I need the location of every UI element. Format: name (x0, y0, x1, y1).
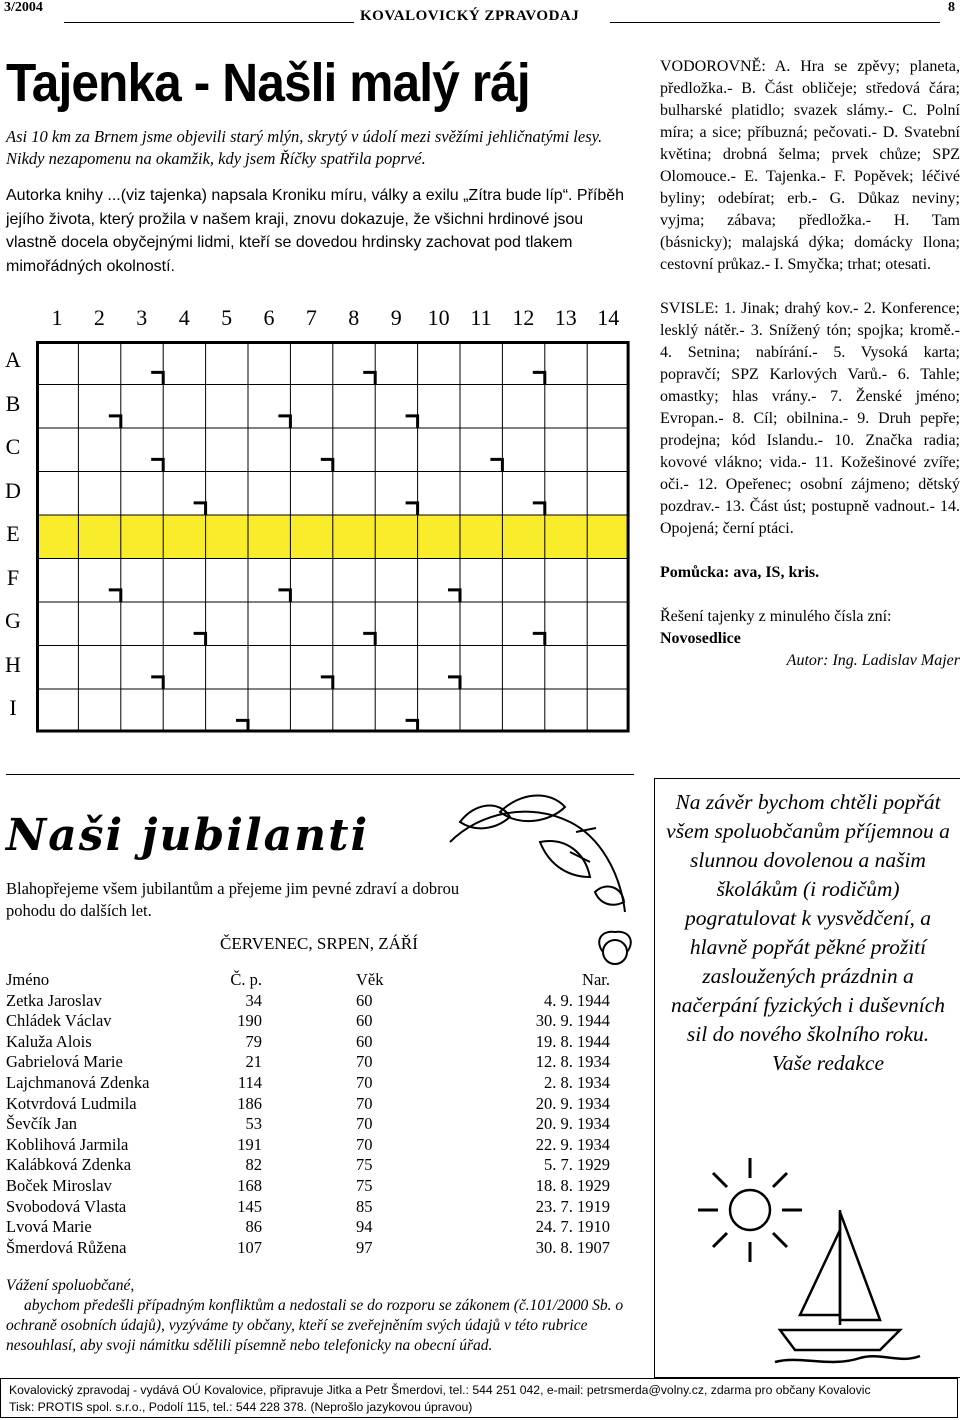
column-number: 13 (554, 305, 577, 330)
previous-solution-value: Novosedlice (660, 630, 741, 647)
word-separator (406, 416, 418, 428)
jubilant-name: Ševčík Jan (6, 1114, 78, 1134)
table-row (6, 1073, 610, 1094)
table-row (6, 1197, 610, 1218)
jubilant-name: Kotvrdová Ludmila (6, 1093, 137, 1113)
column-number: 14 (597, 305, 620, 330)
table-row (6, 1176, 610, 1197)
jubilant-house-number: 79 (245, 1031, 262, 1051)
jubilant-name: Boček Miroslav (6, 1175, 112, 1195)
issue-number: 3/2004 (4, 0, 43, 15)
jubilant-born: 20. 9. 1934 (535, 1114, 610, 1134)
table-row (6, 1011, 610, 1032)
word-separator (109, 590, 121, 602)
column-number: 8 (348, 305, 360, 330)
table-row (6, 1238, 610, 1259)
crossword-hint: Pomůcka: ava, IS, kris. (660, 564, 820, 581)
header-rule-right (610, 22, 940, 23)
row-label: I (9, 695, 17, 720)
flower-illustration (390, 782, 640, 972)
previous-solution-label: Řešení tajenky z minulého čísla zní: (660, 608, 892, 625)
jubilant-age: 75 (356, 1155, 373, 1175)
jubilant-age: 70 (356, 1052, 373, 1072)
header-house-number: Č. p. (230, 970, 262, 989)
header-born: Nar. (582, 970, 610, 989)
jubilant-name: Zetka Jaroslav (6, 990, 102, 1010)
table-row (6, 991, 610, 1012)
jubilant-house-number: 82 (245, 1155, 262, 1175)
word-separator (321, 459, 333, 471)
word-separator (194, 633, 206, 645)
jubilant-age: 70 (356, 1093, 373, 1113)
jubilanti-title: Naši jubilanti (6, 810, 370, 861)
column-number: 4 (178, 305, 190, 330)
crossword-grid (36, 341, 636, 733)
column-number: 11 (470, 305, 492, 330)
row-label: F (6, 564, 20, 590)
table-header-row (6, 970, 610, 991)
jubilant-age: 60 (356, 1031, 373, 1051)
jubilant-name: Lvová Marie (6, 1217, 92, 1237)
table-row (6, 1114, 610, 1135)
jubilant-name: Svobodová Vlasta (6, 1196, 127, 1216)
jubilant-age: 60 (356, 990, 373, 1010)
word-separator (278, 590, 290, 602)
jubilant-born: 18. 8. 1929 (535, 1175, 610, 1195)
column-number: 5 (221, 305, 233, 330)
word-separator (363, 633, 375, 645)
sun-and-sailboat-illustration (690, 1150, 940, 1370)
jubilant-age: 97 (356, 1237, 373, 1257)
newspaper-title: KOVALOVICKÝ ZPRAVODAJ (360, 8, 580, 24)
jubilant-house-number: 145 (237, 1196, 262, 1216)
jubilant-born: 20. 9. 1934 (535, 1093, 610, 1113)
word-separator (278, 416, 290, 428)
crossword-clues (660, 56, 960, 672)
column-number: 6 (263, 305, 275, 330)
word-separator (533, 503, 545, 515)
closing-message (664, 788, 952, 1078)
jubilant-name: Kaluža Alois (6, 1031, 92, 1051)
jubilanti-table (6, 970, 610, 1258)
jubilant-born: 30. 9. 1944 (535, 1011, 610, 1031)
word-separator (406, 503, 418, 515)
table-row (6, 1155, 610, 1176)
column-number: 1 (51, 305, 63, 330)
jubilant-name: Lajchmanová Zdenka (6, 1072, 150, 1092)
jubilant-age: 60 (356, 1011, 373, 1031)
word-separator (533, 633, 545, 645)
jubilant-born: 22. 9. 1934 (535, 1134, 610, 1154)
column-number: 3 (136, 305, 148, 330)
jubilant-name: Šmerdová Růžena (6, 1237, 127, 1257)
table-row (6, 1217, 610, 1238)
privacy-notice (6, 1276, 636, 1356)
jubilant-house-number: 86 (245, 1217, 262, 1237)
word-separator (194, 503, 206, 515)
table-row (6, 1094, 610, 1115)
jubilant-house-number: 53 (245, 1114, 262, 1134)
clues-horizontal: VODOROVNĚ: A. Hra se zpěvy; planeta, předložka.- B. Část obličeje; středová čára; bulharské platidlo; svazek slámy.- C. Polní míra; a sice; příbuzná; pečovati.- D. Svatební květina; drobná šelma; prvek chůze; SPZ Olomouce.- E. Tajenka.- F. Popěvek; léčivé byliny; odebírat; erb.- G. Důkaz neviny; vyjma; zábava; předložka.- H. Tam (básnicky); malajská dýka; domácky Ilona; cestovní průkaz.- I. Smyčka; trhat; otesati. (660, 58, 960, 273)
jubilant-born: 5. 7. 1929 (544, 1155, 610, 1175)
table-row (6, 1052, 610, 1073)
word-separator (321, 677, 333, 689)
jubilant-name: Chládek Václav (6, 1011, 112, 1031)
section-divider (6, 774, 634, 775)
footer-publisher: Kovalovický zpravodaj - vydává OÚ Kovalovice, připravuje Jitka a Petr Šmerdovi, tel.: 544 251 042, e-mail: petrsmerda@volny.cz, zdarma pro občany Kovalovic (9, 1383, 871, 1397)
jubilant-house-number: 21 (245, 1052, 262, 1072)
closing-message-text: Na závěr bychom chtěli popřát všem spoluobčanům příjemnou a slunnou dovolenou a našim školákům (i rodičům) pogratulovat k vysvědčení, a hlavně popřát pěkné prožití zasloužených prázdnin a načerpání fyzických i duševních sil do nového školního roku. (666, 790, 950, 1046)
footer (0, 1378, 958, 1418)
row-label: E (6, 521, 20, 546)
header-age: Věk (356, 970, 384, 989)
jubilant-house-number: 168 (237, 1175, 262, 1195)
jubilant-age: 85 (356, 1196, 373, 1216)
jubilant-born: 24. 7. 1910 (535, 1217, 610, 1237)
notice-body: abychom předešli případným konfliktům a nedostali se do rozporu se zákonem (č.101/2000 Sb. o ochraně osobních údajů), vyzýváme ty občany, kteří se zveřejněním svých údajů v této rubrice nesouhlasí, aby svoji námitku sdělili písemně nebo telefonicky na obecní úřad. (6, 1297, 624, 1354)
header-name: Jméno (6, 970, 50, 989)
jubilant-age: 70 (356, 1072, 373, 1092)
jubilant-age: 75 (356, 1175, 373, 1195)
column-number: 10 (427, 305, 450, 330)
jubilant-house-number: 186 (237, 1093, 262, 1113)
jubilant-house-number: 190 (237, 1011, 262, 1031)
row-label: B (5, 390, 21, 416)
jubilant-age: 70 (356, 1114, 373, 1134)
column-number: 7 (305, 305, 317, 330)
row-label: D (5, 477, 21, 503)
jubilant-born: 2. 8. 1934 (544, 1072, 610, 1092)
notice-salutation: Vážení spoluobčané, (6, 1277, 135, 1294)
table-row (6, 1032, 610, 1053)
crossword-author: Autor: Ing. Ladislav Majer (786, 652, 960, 669)
word-separator (448, 590, 460, 602)
jubilant-house-number: 114 (237, 1072, 262, 1092)
jubilant-born: 4. 9. 1944 (544, 990, 610, 1010)
word-separator (448, 677, 460, 689)
word-separator (109, 416, 121, 428)
jubilanti-period: ČERVENEC, SRPEN, ZÁŘÍ (220, 934, 418, 953)
jubilant-born: 12. 8. 1934 (535, 1052, 610, 1072)
word-separator (490, 459, 502, 471)
row-label: G (5, 608, 21, 633)
jubilant-name: Koblihová Jarmila (6, 1134, 129, 1154)
word-separator (151, 677, 163, 689)
page-number: 8 (948, 0, 955, 15)
word-separator (363, 372, 375, 384)
column-number: 9 (390, 305, 402, 330)
jubilant-age: 94 (356, 1217, 373, 1237)
row-label: C (5, 434, 21, 459)
jubilant-house-number: 107 (237, 1237, 262, 1257)
crossword-paragraph: Autorka knihy ...(viz tajenka) napsala Kroniku míru, války a exilu „Zítra bude líp“. Příběh jejího života, který prožila v našem kraji, znovu dokazuje, že všichni hrdinové jsou vlastně docela obyčejnými lidmi, kteří se dovedou hrdinsky zachovat pod tlakem mimořádných okolností. (6, 187, 625, 275)
table-row (6, 1135, 610, 1156)
footer-print: Tisk: PROTIS spol. s.r.o., Podolí 115, tel.: 544 228 378. (Neprošlo jazykovou úpravou) (9, 1400, 473, 1414)
crossword-intro: Asi 10 km za Brnem jsme objevili starý mlýn, skrytý v údolí mezi svěžími jehličnatými lesy. Nikdy nezapomenu na okamžik, kdy jsem Říčky spatřila poprvé. (6, 127, 603, 168)
column-number: 2 (93, 305, 105, 330)
clues-vertical: SVISLE: 1. Jinak; drahý kov.- 2. Konference; lesklý nátěr.- 3. Snížený tón; spojka; kromě.- 4. Setnina; nabírání.- 5. Vysoká karta; popravčí; SPZ Karlových Varů.- 6. Tahle; omastky; hlas vrány.- 7. Ženské jméno; Evropan.- 8. Cíl; obilnina.- 9. Druh pepře; prodejna; kód Islandu.- 10. Značka radia; kovové vlákno; vida.- 11. Kožešinové zvíře; oči.- 12. Opeřenec; osobní zájmeno; dětský pozdrav.- 13. Část úst; postupně vadnout.- 14. Opojená; černí ptáci. (660, 300, 960, 537)
row-label: H (5, 651, 21, 677)
jubilant-born: 23. 7. 1919 (535, 1196, 610, 1216)
header-rule-left (64, 22, 354, 23)
jubilant-name: Gabrielová Marie (6, 1052, 123, 1072)
column-number: 12 (512, 305, 535, 330)
jubilant-house-number: 191 (237, 1134, 262, 1154)
jubilant-name: Kalábková Zdenka (6, 1155, 132, 1175)
jubilant-age: 70 (356, 1134, 373, 1154)
jubilant-born: 30. 8. 1907 (535, 1237, 610, 1257)
jubilant-born: 19. 8. 1944 (535, 1031, 610, 1051)
crossword-title: Tajenka - Našli malý ráj (6, 53, 530, 113)
jubilanti-greeting: Blahopřejeme všem jubilantům a přejeme jim pevné zdraví a dobrou pohodu do dalších let. (6, 879, 460, 920)
word-separator (533, 372, 545, 384)
row-label: A (5, 347, 21, 372)
word-separator (151, 372, 163, 384)
word-separator (151, 459, 163, 471)
closing-signature: Vaše redakce (771, 1051, 885, 1075)
jubilant-house-number: 34 (245, 990, 262, 1010)
